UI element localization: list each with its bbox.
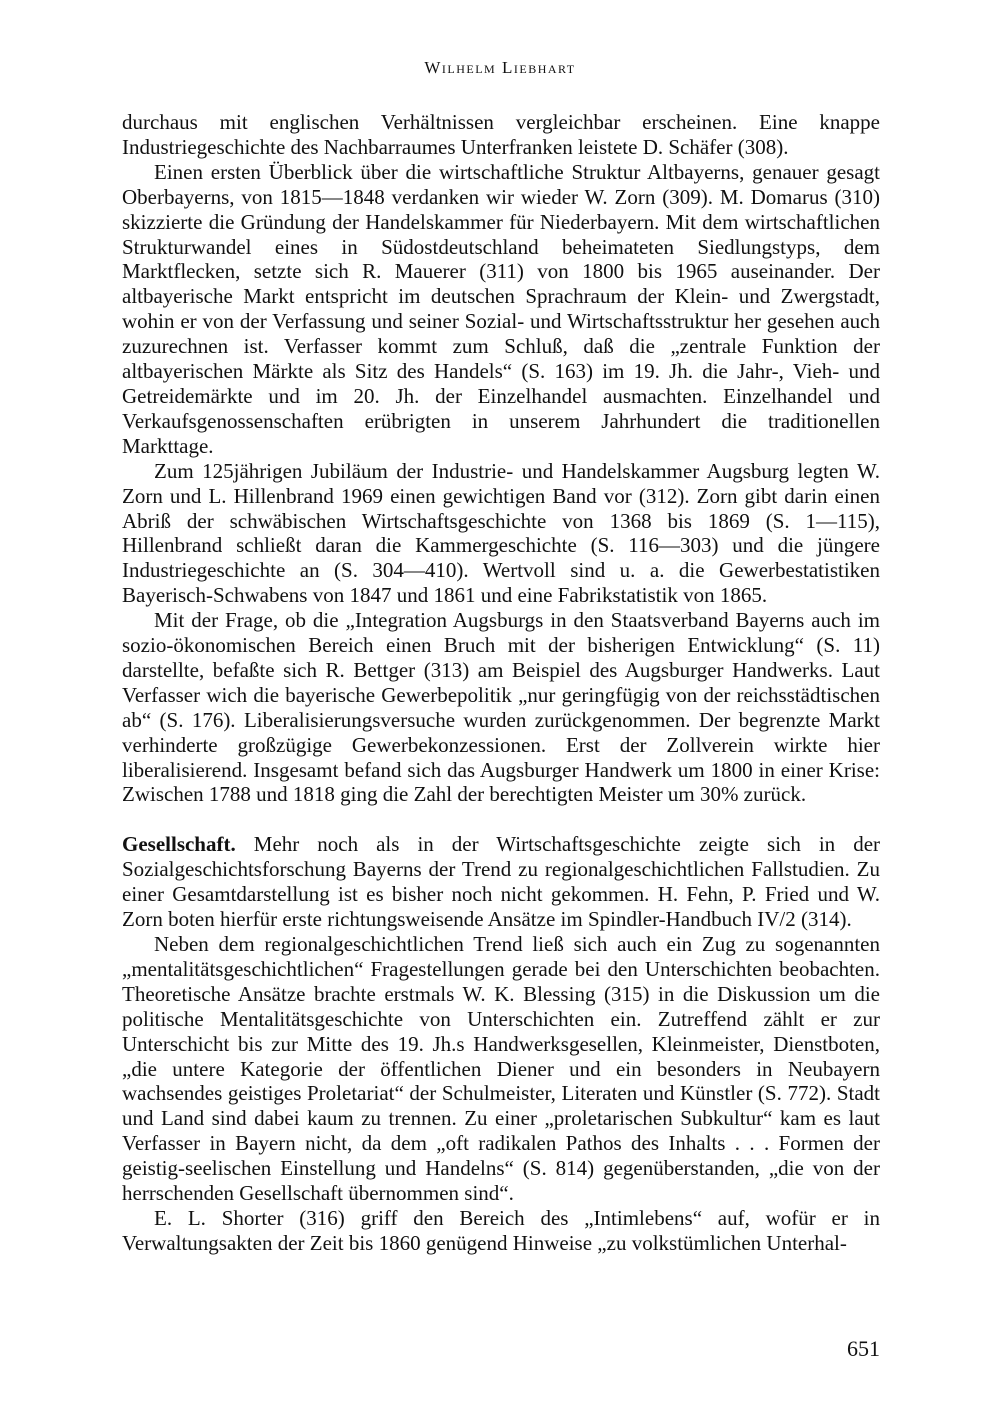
page-number: 651 [847, 1336, 880, 1361]
paragraph-ihk-augsburg: Zum 125jährigen Jubiläum der Industrie- und Handelskammer Augsburg legten W. Zorn und L. Hillenbrand 1969 einen gewichtigen Band vor (312). Zorn gibt darin einen Abriß der schwäbischen Wirtschaftsgeschichte von 1368 bis 1869 (S. 1—115), Hillenbrand schließt daran die Kammergeschichte (S. 116—303) und die jüngere Industriegeschichte an (S. 304—410). Wertvoll sind u. a. die Gewerbestatistiken Bayerisch-Schwabens von 1847 und 1861 und eine Fabrikstatistik von 1865. [122, 458, 880, 608]
main-text [122, 110, 880, 1256]
paragraph-gesellschaft-text: Mehr noch als in der Wirtschaftsgeschichte zeigte sich in der Sozialgeschichtsforschung Bayerns der Trend zu regionalgeschichtlichen Fallstudien. Zu einer Gesamtdarstellung ist es bisher noch nicht gekommen. H. Fehn, P. Fried und W. Zorn boten hierfür erste richtungsweisende Ansätze im Spindler-Handbuch IV/2 (314). [122, 832, 881, 932]
running-head: Wilhelm Liebhart [424, 58, 576, 77]
paragraph-mentalitaet: Neben dem regionalgeschichtlichen Trend ließ sich auch ein Zug zu sogenannten „mentalitätsgeschichtlichen“ Fragestellungen gerade bei den Unterschichten beobachten. Theoretische Ansätze brachte erstmals W. K. Blessing (315) in die Diskussion um die politische Mentalitätsgeschichte von Unterschichten ein. Zutreffend zählt er zur Unterschicht bis zur Mitte des 19. Jh.s Handwerksgesellen, Kleinmeister, Dienstboten, „die untere Kategorie der öffentlichen Diener und ein besonders in Neubayern wachsendes geistiges Proletariat“ der Schulmeister, Literaten und Künstler (S. 772). Stadt und Land sind dabei kaum zu trennen. Zu einer „proletarischen Subkultur“ kam es laut Verfasser in Bayern nicht, da dem „oft radikalen Pathos des Inhalts . . . Formen der geistig-seelischen Einstellung und Handelns“ (S. 814) gegenüberstanden, „die von der herrschenden Gesellschaft übernommen sind“. [122, 932, 880, 1206]
section-heading: Gesellschaft. [122, 832, 236, 857]
paragraph-continuation: durchaus mit englischen Verhältnissen vergleichbar erscheinen. Eine knappe Industriegeschichte des Nachbarraumes Unterfranken leistete D. Schäfer (308). [122, 110, 880, 159]
paragraph-shorter: E. L. Shorter (316) griff den Bereich des „Intimlebens“ auf, wofür er in Verwaltungsakten der Zeit bis 1860 genügend Hinweise „zu volkstümlichen Unterhal- [122, 1205, 880, 1255]
paragraph-gesellschaft [122, 832, 880, 932]
paragraph-altbayern: Einen ersten Überblick über die wirtschaftliche Struktur Altbayerns, genauer gesagt Oberbayerns, von 1815—1848 verdanken wir wieder W. Zorn (309). M. Domarus (310) skizzierte die Gründung der Handelskammer für Niederbayern. Mit dem wirtschaftlichen Strukturwandel eines in Südostdeutschland beheimateten Siedlungstyps, dem Marktflecken, setzte sich R. Mauerer (311) von 1800 bis 1965 auseinander. Der altbayerische Markt entspricht im deutschen Sprachraum der Klein- und Zwergstadt, wohin er von der Verfassung und seiner Sozial- und Wirtschaftsstruktur her gesehen auch zuzurechnen ist. Verfasser kommt zum Schluß, daß die „zentrale Funktion der altbayerischen Märkte als Sitz des Handels“ (S. 163) im 19. Jh. die Jahr-, Vieh- und Getreidemärkte und im 20. Jh. der Einzelhandel ausmachten. Einzelhandel und Verkaufsgenossenschaften erübrigten in unserem Jahrhundert die traditionellen Markttage. [122, 159, 880, 458]
paragraph-augsburg-handwerk: Mit der Frage, ob die „Integration Augsburgs in den Staatsverband Bayerns auch im sozio-ökonomischen Bereich einen Bruch mit der bisherigen Entwicklung“ (S. 11) darstellte, befaßte sich R. Bettger (313) am Beispiel des Augsburger Handwerks. Laut Verfasser wich die bayerische Gewerbepolitik „nur geringfügig von der reichsstädtischen ab“ (S. 176). Liberalisierungsversuche wurden zurückgenommen. Der begrenzte Markt verhinderte großzügige Gewerbekonzessionen. Erst der Zollverein wirkte hier liberalisierend. Insgesamt befand sich das Augsburger Handwerk um 1800 in einer Krise: Zwischen 1788 und 1818 ging die Zahl der berechtigten Meister um 30% zurück. [122, 608, 880, 807]
